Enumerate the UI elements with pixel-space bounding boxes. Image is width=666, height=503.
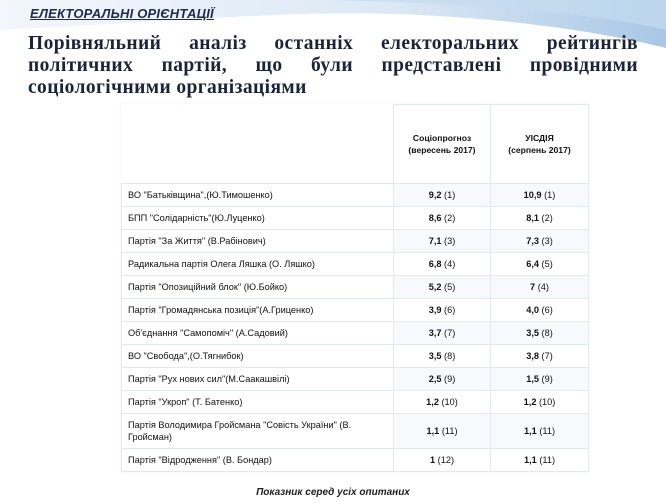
rating-rank: (5) (541, 259, 553, 269)
rating-value: 1,5 (526, 374, 539, 384)
rating-sociopronoz (394, 184, 491, 207)
rating-rank: (9) (444, 374, 456, 384)
rating-sociopronoz (394, 449, 491, 472)
rating-rank: (1) (544, 190, 556, 200)
column-date: (вересень 2017) (408, 145, 476, 155)
table-header-row (122, 105, 589, 184)
rating-rank: (11) (539, 455, 555, 465)
rating-sociopronoz (394, 345, 491, 368)
rating-uisdiya (491, 322, 589, 345)
rating-value: 6,8 (428, 259, 442, 269)
table-row (122, 391, 589, 414)
rating-value: 1,1 (524, 455, 537, 465)
rating-value: 1,1 (426, 426, 440, 436)
rating-value: 1,2 (426, 397, 439, 407)
rating-rank: (4) (444, 259, 456, 269)
table-row (122, 230, 589, 253)
rating-uisdiya (491, 449, 589, 472)
rating-rank: (2) (541, 213, 553, 223)
rating-value: 7,3 (526, 236, 539, 246)
party-name: Об'єднання "Самопоміч" (А.Садовий) (122, 322, 394, 345)
rating-uisdiya (491, 414, 589, 449)
rating-rank: (1) (444, 190, 456, 200)
party-name: Партія "Рух нових сил"(М.Саакашвілі) (122, 368, 394, 391)
rating-rank: (5) (444, 282, 456, 292)
column-date: (серпень 2017) (508, 145, 571, 155)
table-row (122, 184, 589, 207)
rating-rank: (10) (441, 397, 458, 407)
rating-rank: (7) (541, 351, 553, 361)
rating-rank: (8) (444, 351, 456, 361)
rating-uisdiya (491, 184, 589, 207)
rating-value: 3,5 (428, 351, 442, 361)
rating-value: 9,2 (428, 190, 442, 200)
rating-rank: (11) (441, 426, 458, 436)
rating-rank: (11) (539, 426, 555, 436)
rating-value: 3,5 (526, 328, 539, 338)
table-row (122, 253, 589, 276)
rating-rank: (7) (444, 328, 456, 338)
rating-rank: (4) (537, 282, 549, 292)
ratings-table (121, 104, 589, 472)
rating-value: 3,8 (526, 351, 539, 361)
rating-sociopronoz (394, 322, 491, 345)
header-blank-cell (122, 105, 394, 184)
party-name: Партія "Укроп" (Т. Батенко) (122, 391, 394, 414)
table-row (122, 414, 589, 449)
table-row (122, 449, 589, 472)
party-name: ВО "Батьківщина",(Ю.Тимошенко) (122, 184, 394, 207)
rating-rank: (10) (539, 397, 556, 407)
rating-uisdiya (491, 368, 589, 391)
rating-uisdiya (491, 207, 589, 230)
party-name: Партія "Громадянська позиція"(А.Гриценко) (122, 299, 394, 322)
rating-sociopronoz (394, 368, 491, 391)
footer-note: Показник серед усіх опитаних (256, 487, 410, 498)
table-row (122, 322, 589, 345)
rating-sociopronoz (394, 230, 491, 253)
rating-uisdiya (491, 276, 589, 299)
rating-uisdiya (491, 230, 589, 253)
rating-value: 1 (429, 455, 436, 465)
rating-sociopronoz (394, 414, 491, 449)
rating-value: 5,2 (428, 282, 442, 292)
column-header-sociopronoz (394, 105, 491, 184)
rating-value: 10,9 (523, 190, 542, 200)
rating-value: 1,1 (524, 426, 537, 436)
rating-rank: (8) (541, 328, 553, 338)
table-row (122, 276, 589, 299)
rating-value: 7 (530, 282, 536, 292)
party-name: Радикальна партія Олега Ляшка (О. Ляшко) (122, 253, 394, 276)
rating-value: 4,0 (526, 305, 539, 315)
column-header-uisdiya (491, 105, 589, 184)
column-org: Соціопрогноз (412, 133, 472, 143)
rating-value: 1,2 (523, 397, 537, 407)
section-tag: ЕЛЕКТОРАЛЬНІ ОРІЄНТАЦІЇ (30, 6, 214, 21)
party-name: Партія "Відродження" (В. Бондар) (122, 449, 394, 472)
rating-uisdiya (491, 391, 589, 414)
table-row (122, 368, 589, 391)
rating-value: 2,5 (428, 374, 442, 384)
rating-rank: (3) (444, 236, 456, 246)
rating-sociopronoz (394, 207, 491, 230)
ratings-table-container (121, 104, 588, 472)
rating-sociopronoz (394, 253, 491, 276)
page-title: Порівняльний аналіз останніх електоральних рейтингів політичних партій, що були представлені провідними соціологічними організаціями (28, 33, 638, 98)
rating-value: 6,4 (526, 259, 539, 269)
rating-uisdiya (491, 253, 589, 276)
party-name: Партія "За Життя" (В.Рабінович) (122, 230, 394, 253)
rating-value: 3,9 (428, 305, 442, 315)
table-row (122, 299, 589, 322)
rating-sociopronoz (394, 391, 491, 414)
rating-value: 7,1 (428, 236, 442, 246)
column-org: УІСДІЯ (525, 133, 554, 143)
rating-rank: (12) (437, 455, 455, 465)
rating-rank: (6) (444, 305, 456, 315)
rating-uisdiya (491, 299, 589, 322)
rating-rank: (3) (541, 236, 553, 246)
table-row (122, 207, 589, 230)
rating-sociopronoz (394, 276, 491, 299)
rating-sociopronoz (394, 299, 491, 322)
party-name: Партія Володимира Гройсмана "Совість України" (В. Гройсман) (122, 414, 394, 449)
party-name: БПП "Солідарність"(Ю.Луценко) (122, 207, 394, 230)
rating-value: 8,6 (428, 213, 442, 223)
party-name: ВО "Свобода",(О.Тягнибок) (122, 345, 394, 368)
rating-value: 8,1 (526, 213, 539, 223)
rating-value: 3,7 (428, 328, 442, 338)
rating-rank: (2) (444, 213, 456, 223)
party-name: Партія "Опозиційний блок" (Ю.Бойко) (122, 276, 394, 299)
rating-rank: (9) (541, 374, 553, 384)
rating-rank: (6) (541, 305, 553, 315)
rating-uisdiya (491, 345, 589, 368)
table-row (122, 345, 589, 368)
